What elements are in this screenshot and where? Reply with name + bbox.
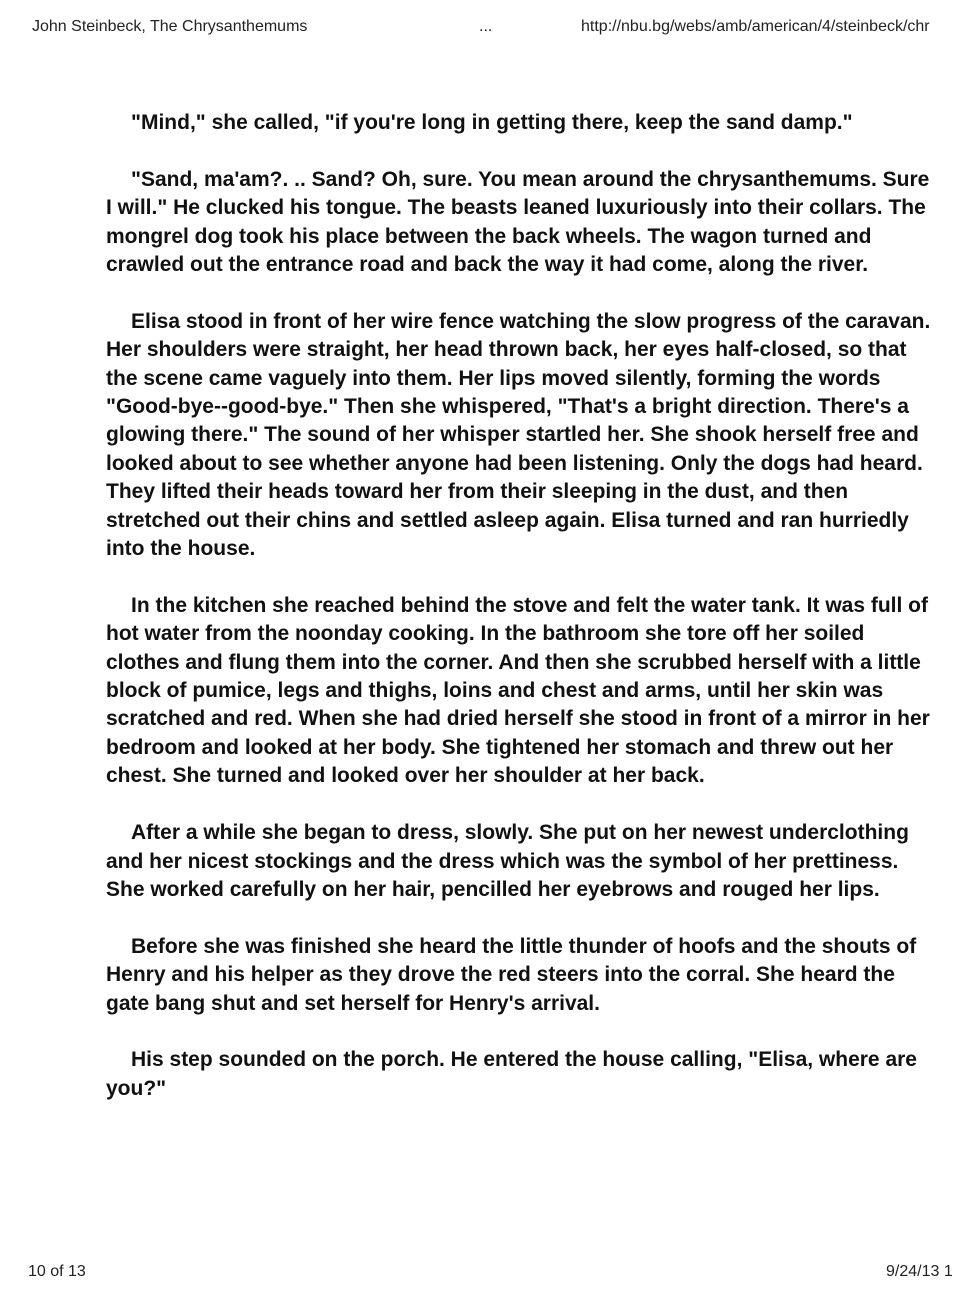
paragraph-6: Before she was finished she heard the little thunder of hoofs and the shouts of Henry and his helper as they drove the red steers into the corral. She heard the gate bang shut and set herself for Henry's arrival. — [106, 934, 917, 1015]
print-header — [0, 18, 958, 38]
header-ellipsis: ... — [479, 18, 493, 35]
paragraph-1: "Mind," she called, "if you're long in getting there, keep the sand damp." — [131, 111, 853, 134]
paragraph-7: His step sounded on the porch. He entered the house calling, "Elisa, where are you?" — [106, 1048, 917, 1100]
header-url: http://nbu.bg/webs/amb/american/4/steinbeck/chr — [581, 18, 930, 35]
story-text — [106, 109, 940, 1103]
paragraph-5: After a while she began to dress, slowly. She put on her newest underclothing and her nicest stockings and the dress which was the symbol of her prettiness. She worked carefully on her hair, pencilled her eyebrows and rouged her lips. — [106, 821, 909, 901]
header-title: John Steinbeck, The Chrysanthemums — [32, 18, 308, 35]
print-footer — [0, 1263, 958, 1283]
print-date: 9/24/13 1 — [886, 1263, 953, 1280]
paragraph-2: "Sand, ma'am?. .. Sand? Oh, sure. You mean around the chrysanthemums. Sure I will." He clucked his tongue. The beasts leaned luxuriously into their collars. The mongrel dog took his place between the back wheels. The wagon turned and crawled out the entrance road and back the way it had come, along the river. — [106, 167, 930, 277]
paragraph-4: In the kitchen she reached behind the stove and felt the water tank. It was full of hot water from the noonday cooking. In the bathroom she tore off her soiled clothes and flung them into the corner. And then she scrubbed herself with a little block of pumice, legs and thighs, loins and chest and arms, until her skin was scratched and red. When she had dried herself she stood in front of a mirror in her bedroom and looked at her body. She tightened her stomach and threw out her chest. She turned and looked over her shoulder at her back. — [106, 593, 930, 788]
page-number: 10 of 13 — [28, 1263, 86, 1280]
paragraph-3: Elisa stood in front of her wire fence watching the slow progress of the caravan. Her shoulders were straight, her head thrown back, her eyes half-closed, so that the scene came vaguely into them. Her lips moved silently, forming the words "Good-bye--good-bye." Then she whispered, "That's a bright direction. There's a glowing there." The sound of her whisper startled her. She shook herself free and looked about to see whether anyone had been listening. Only the dogs had heard. They lifted their heads toward her from their sleeping in the dust, and then stretched out their chins and settled asleep again. Elisa turned and ran hurriedly into the house. — [106, 309, 931, 561]
